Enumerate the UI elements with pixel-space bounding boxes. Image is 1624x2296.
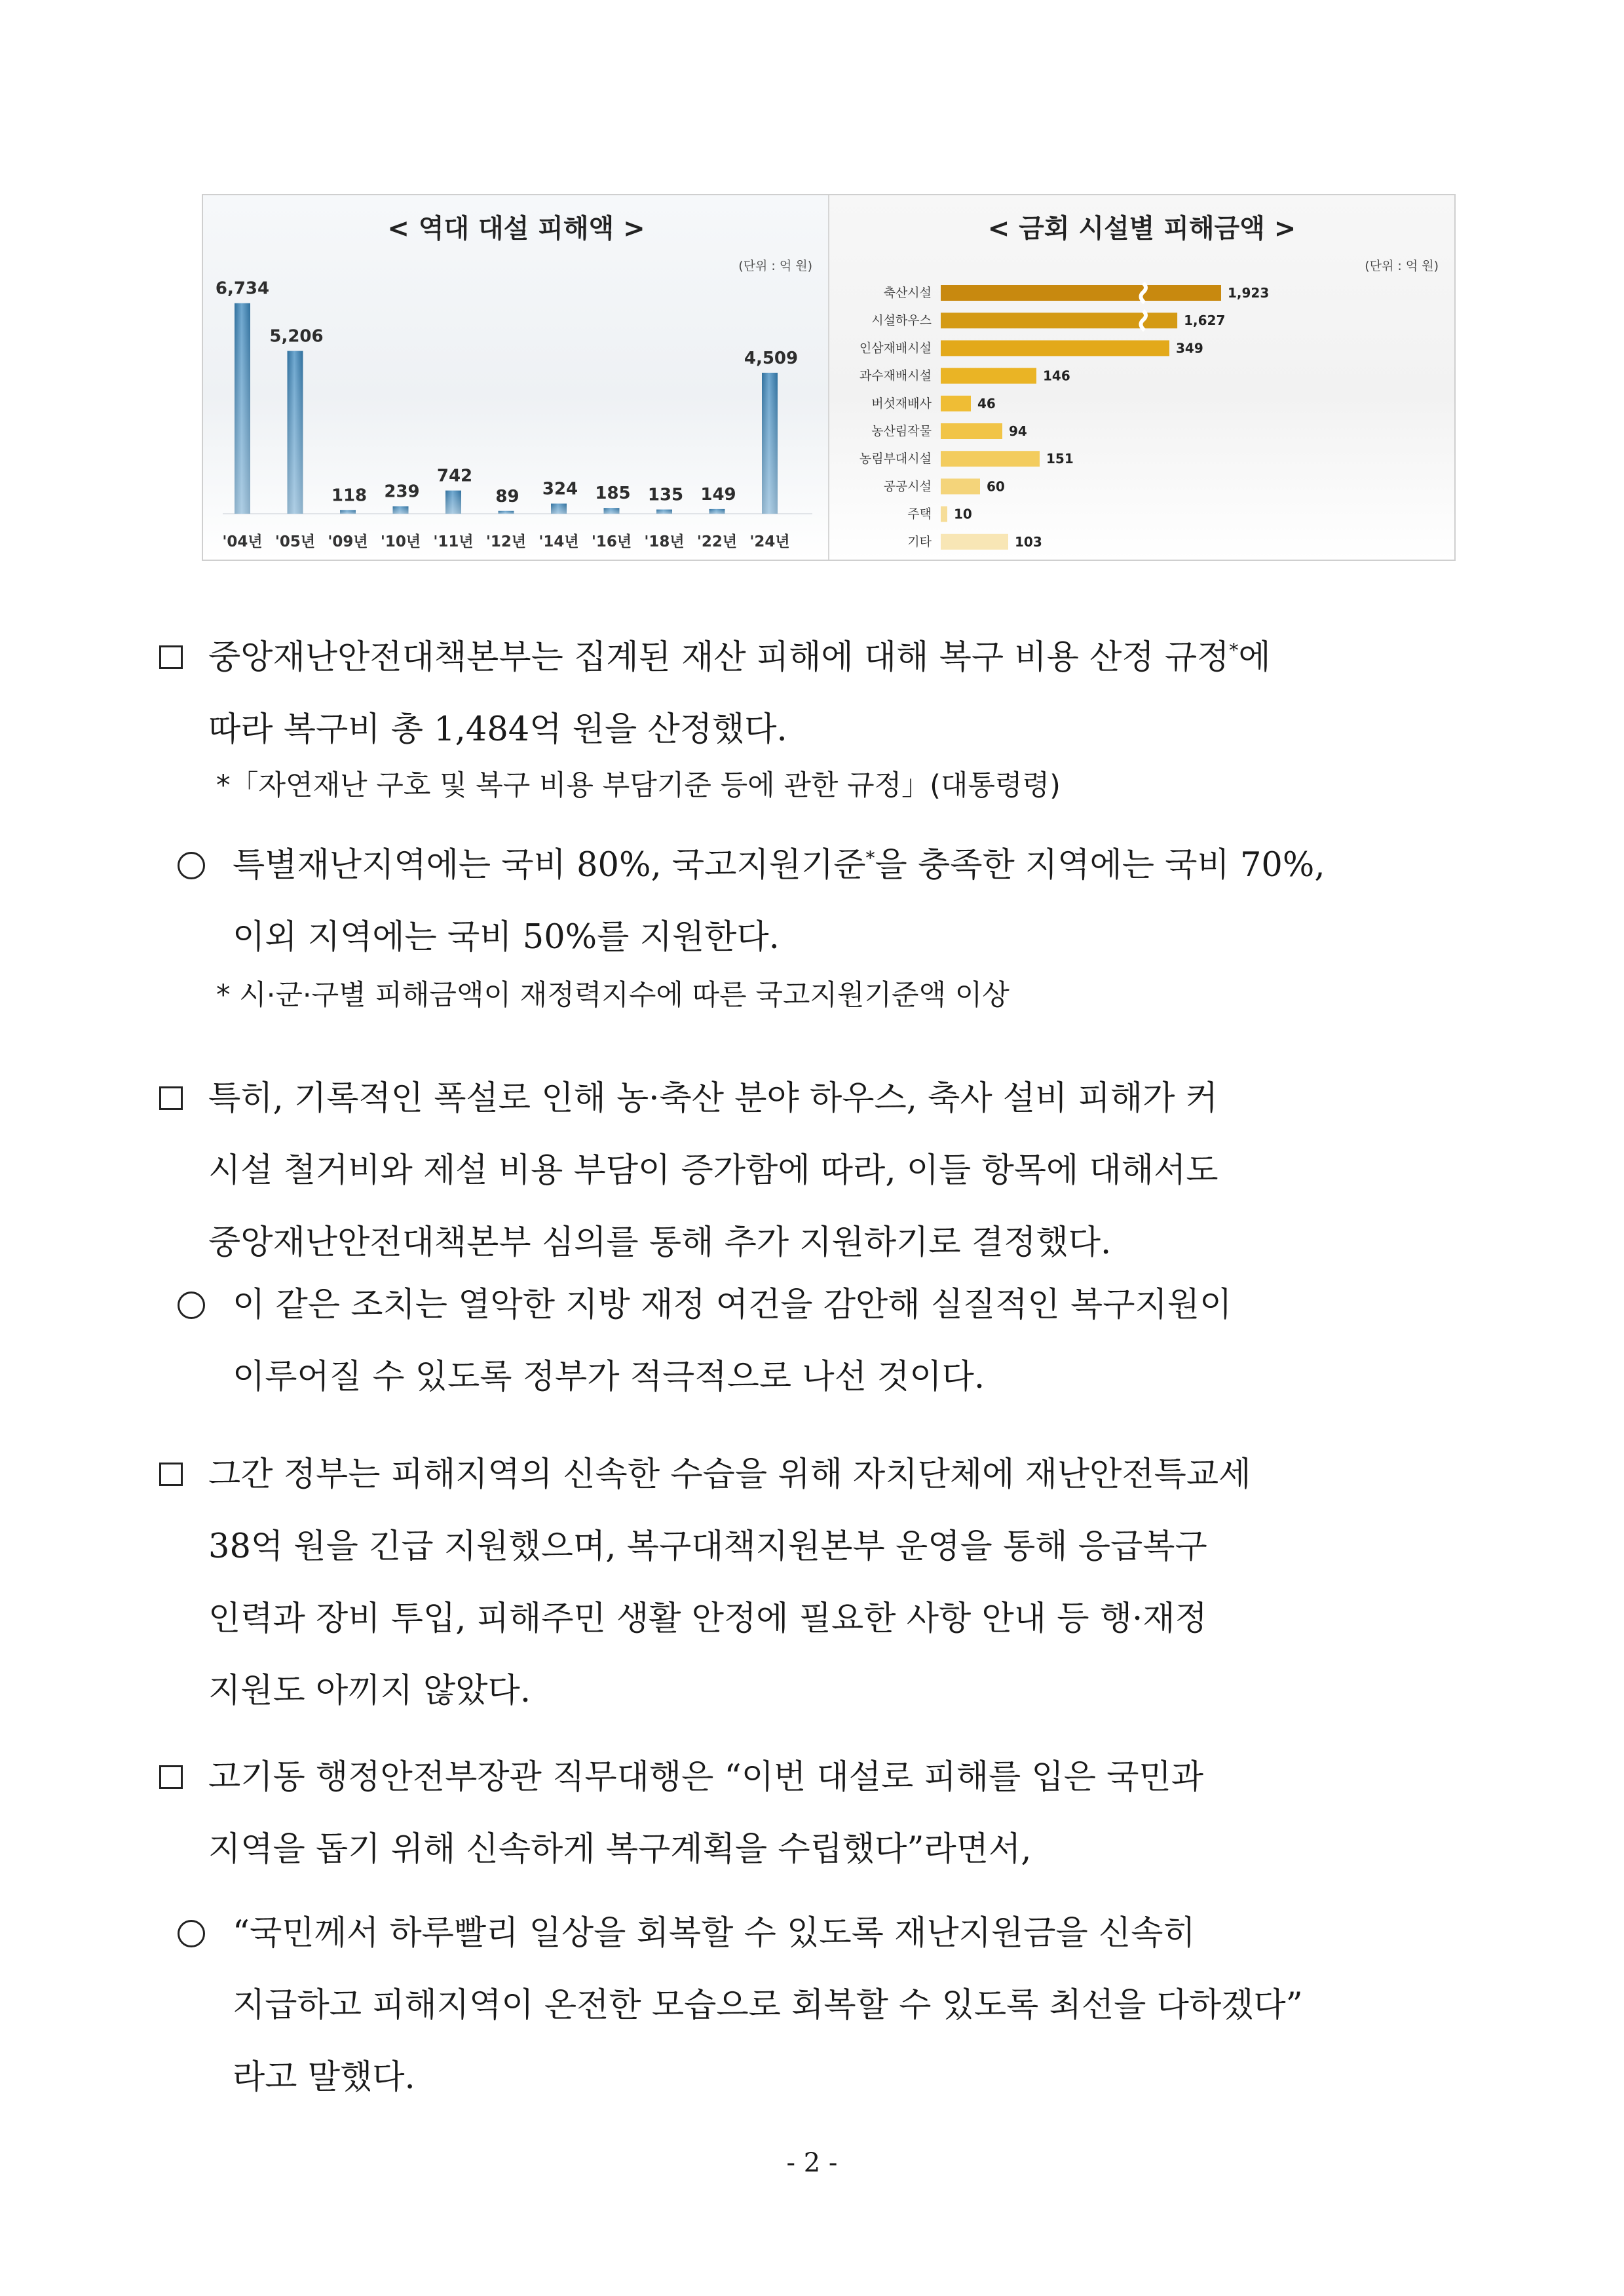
data-label: 149 bbox=[700, 484, 736, 505]
square-bullet-icon bbox=[159, 1463, 183, 1486]
bar bbox=[941, 368, 1036, 384]
paragraph-line: 고기동 행정안전부장관 직무대행은 “이번 대설로 피해를 입은 국민과 bbox=[208, 1758, 1204, 1797]
category-label: 주택 bbox=[907, 507, 932, 522]
category-label: 버섯재배사 bbox=[871, 396, 932, 411]
category-label: 축산시설 bbox=[883, 286, 932, 300]
paragraph-minister-statement bbox=[208, 1742, 1203, 1886]
x-tick-label: '05년 bbox=[274, 533, 316, 550]
paragraph-line: 지역을 돕기 위해 신속하게 복구계획을 수립했다”라면서, bbox=[208, 1830, 1032, 1869]
paragraph-government-measure bbox=[233, 1269, 1232, 1413]
circle-bullet-icon bbox=[178, 1920, 205, 1947]
bar bbox=[941, 507, 947, 522]
circle-bullet-icon bbox=[178, 1292, 205, 1319]
paragraph-line: 특히, 기록적인 폭설로 인해 농·축산 분야 하우스, 축사 설비 피해가 커 bbox=[208, 1079, 1218, 1118]
square-bullet-icon bbox=[159, 1086, 183, 1110]
x-tick-label: '22년 bbox=[696, 533, 738, 550]
bar bbox=[941, 423, 1002, 439]
x-tick-label: '16년 bbox=[591, 533, 632, 550]
bar bbox=[941, 451, 1040, 467]
bar-highlight bbox=[604, 508, 620, 514]
data-label: 60 bbox=[987, 478, 1005, 495]
paragraph-line: “국민께서 하루빨리 일상을 회복할 수 있도록 재난지원금을 신속히 bbox=[233, 1914, 1196, 1953]
category-label: 과수재배시설 bbox=[859, 368, 932, 383]
bar-highlight bbox=[235, 303, 250, 514]
data-label: 89 bbox=[495, 486, 519, 507]
square-bullet-icon bbox=[159, 1765, 183, 1789]
x-tick-label: '04년 bbox=[222, 533, 263, 550]
data-label: 146 bbox=[1043, 368, 1070, 384]
paragraph-minister-quote bbox=[233, 1898, 1303, 2114]
data-label: 185 bbox=[595, 484, 631, 504]
paragraph-line: 그간 정부는 피해지역의 신속한 수습을 위해 자치단체에 재난안전특교세 bbox=[208, 1455, 1251, 1494]
damage-figure bbox=[202, 194, 1456, 561]
category-label: 인삼재배시설 bbox=[859, 341, 932, 356]
bar-highlight bbox=[393, 507, 409, 514]
paragraph-line: 중앙재난안전대책본부는 집계된 재산 피해에 대해 복구 비용 산정 규정*에 bbox=[208, 638, 1271, 677]
data-label: 239 bbox=[384, 482, 420, 502]
chart-unit: (단위 : 억 원) bbox=[738, 259, 812, 273]
category-label: 농산림작물 bbox=[871, 424, 932, 438]
chart-title: < 역대 대설 피해액 > bbox=[387, 214, 645, 244]
paragraph-line: 시설 철거비와 제설 비용 부담이 증가함에 따라, 이들 항목에 대해서도 bbox=[208, 1151, 1218, 1190]
footnote-mark: * bbox=[865, 847, 875, 869]
bar bbox=[941, 396, 971, 411]
bar bbox=[941, 340, 1169, 356]
paragraph-emergency-support bbox=[208, 1439, 1251, 1727]
historical-damage-chart bbox=[203, 195, 829, 560]
paragraph-line: 이외 지역에는 국비 50%를 지원한다. bbox=[233, 918, 780, 957]
bar bbox=[941, 285, 1221, 301]
data-label: 103 bbox=[1015, 533, 1042, 550]
category-label: 시설하우스 bbox=[871, 313, 932, 328]
bar-highlight bbox=[288, 351, 303, 514]
x-tick-label: '09년 bbox=[328, 533, 368, 550]
paragraph-line: 인력과 장비 투입, 피해주민 생활 안정에 필요한 사항 안내 등 행·재정 bbox=[208, 1599, 1207, 1638]
facility-damage-chart bbox=[829, 195, 1454, 560]
footnote-regulation: *「자연재난 구호 및 복구 비용 부담기준 등에 관한 규정」(대통령령) bbox=[216, 769, 1061, 802]
bar-highlight bbox=[656, 510, 672, 514]
page-number: - 2 - bbox=[786, 2148, 838, 2178]
circle-bullet-icon bbox=[178, 852, 205, 879]
paragraph-line: 중앙재난안전대책본부 심의를 통해 추가 지원하기로 결정했다. bbox=[208, 1223, 1112, 1262]
chart-title: < 금회 시설별 피해금액 > bbox=[987, 214, 1296, 244]
paragraph-national-funding bbox=[233, 830, 1325, 974]
data-label: 742 bbox=[436, 466, 473, 486]
bar-highlight bbox=[445, 491, 461, 514]
paragraph-line: 38억 원을 긴급 지원했으며, 복구대책지원본부 운영을 통해 응급복구 bbox=[208, 1527, 1207, 1566]
category-label: 기타 bbox=[907, 534, 932, 549]
paragraph-recovery-cost bbox=[208, 622, 1271, 766]
data-label: 10 bbox=[954, 506, 972, 522]
data-label: 1,923 bbox=[1228, 285, 1270, 301]
data-label: 46 bbox=[977, 395, 996, 411]
category-label: 농림부대시설 bbox=[859, 451, 932, 467]
chart-unit: (단위 : 억 원) bbox=[1365, 259, 1439, 273]
paragraph-line: 특별재난지역에는 국비 80%, 국고지원기준*을 충족한 지역에는 국비 70%, bbox=[233, 846, 1325, 885]
data-label: 151 bbox=[1046, 451, 1074, 467]
paragraph-line: 이 같은 조치는 열악한 지방 재정 여건을 감안해 실질적인 복구지원이 bbox=[233, 1286, 1232, 1324]
footnote-mark: * bbox=[1229, 640, 1239, 661]
data-label: 4,509 bbox=[744, 348, 799, 368]
bar-highlight bbox=[340, 510, 356, 514]
x-tick-label: '10년 bbox=[380, 533, 421, 550]
data-label: 324 bbox=[542, 479, 578, 499]
x-tick-label: '11년 bbox=[433, 533, 474, 550]
data-label: 6,734 bbox=[215, 278, 270, 299]
bar-highlight bbox=[762, 373, 778, 514]
category-label: 공공시설 bbox=[883, 479, 932, 494]
paragraph-line: 지급하고 피해지역이 온전한 모습으로 회복할 수 있도록 최선을 다하겠다” bbox=[233, 1986, 1303, 2025]
bar-highlight bbox=[499, 511, 514, 514]
paragraph-line: 이루어질 수 있도록 정부가 적극적으로 나선 것이다. bbox=[233, 1358, 985, 1396]
data-label: 94 bbox=[1009, 423, 1027, 439]
x-tick-label: '18년 bbox=[644, 533, 685, 550]
paragraph-line: 따라 복구비 총 1,484억 원을 산정했다. bbox=[208, 710, 787, 749]
data-label: 5,206 bbox=[269, 326, 324, 347]
bar-highlight bbox=[709, 509, 725, 514]
paragraph-line: 라고 말했다. bbox=[233, 2058, 415, 2097]
x-tick-label: '12년 bbox=[485, 533, 527, 550]
square-bullet-icon bbox=[159, 645, 183, 669]
bar bbox=[941, 534, 1008, 550]
paragraph-additional-support bbox=[208, 1063, 1218, 1279]
data-label: 349 bbox=[1176, 340, 1203, 356]
x-tick-label: '24년 bbox=[749, 533, 790, 550]
footnote-criteria: * 시·군·구별 피해금액이 재정력지수에 따른 국고지원기준액 이상 bbox=[216, 979, 1010, 1012]
data-label: 135 bbox=[647, 485, 684, 505]
bar-highlight bbox=[551, 504, 567, 514]
bar bbox=[941, 478, 980, 494]
paragraph-line: 지원도 아끼지 않았다. bbox=[208, 1672, 531, 1710]
data-label: 118 bbox=[331, 486, 368, 506]
data-label: 1,627 bbox=[1184, 313, 1226, 329]
x-tick-label: '14년 bbox=[538, 533, 579, 550]
